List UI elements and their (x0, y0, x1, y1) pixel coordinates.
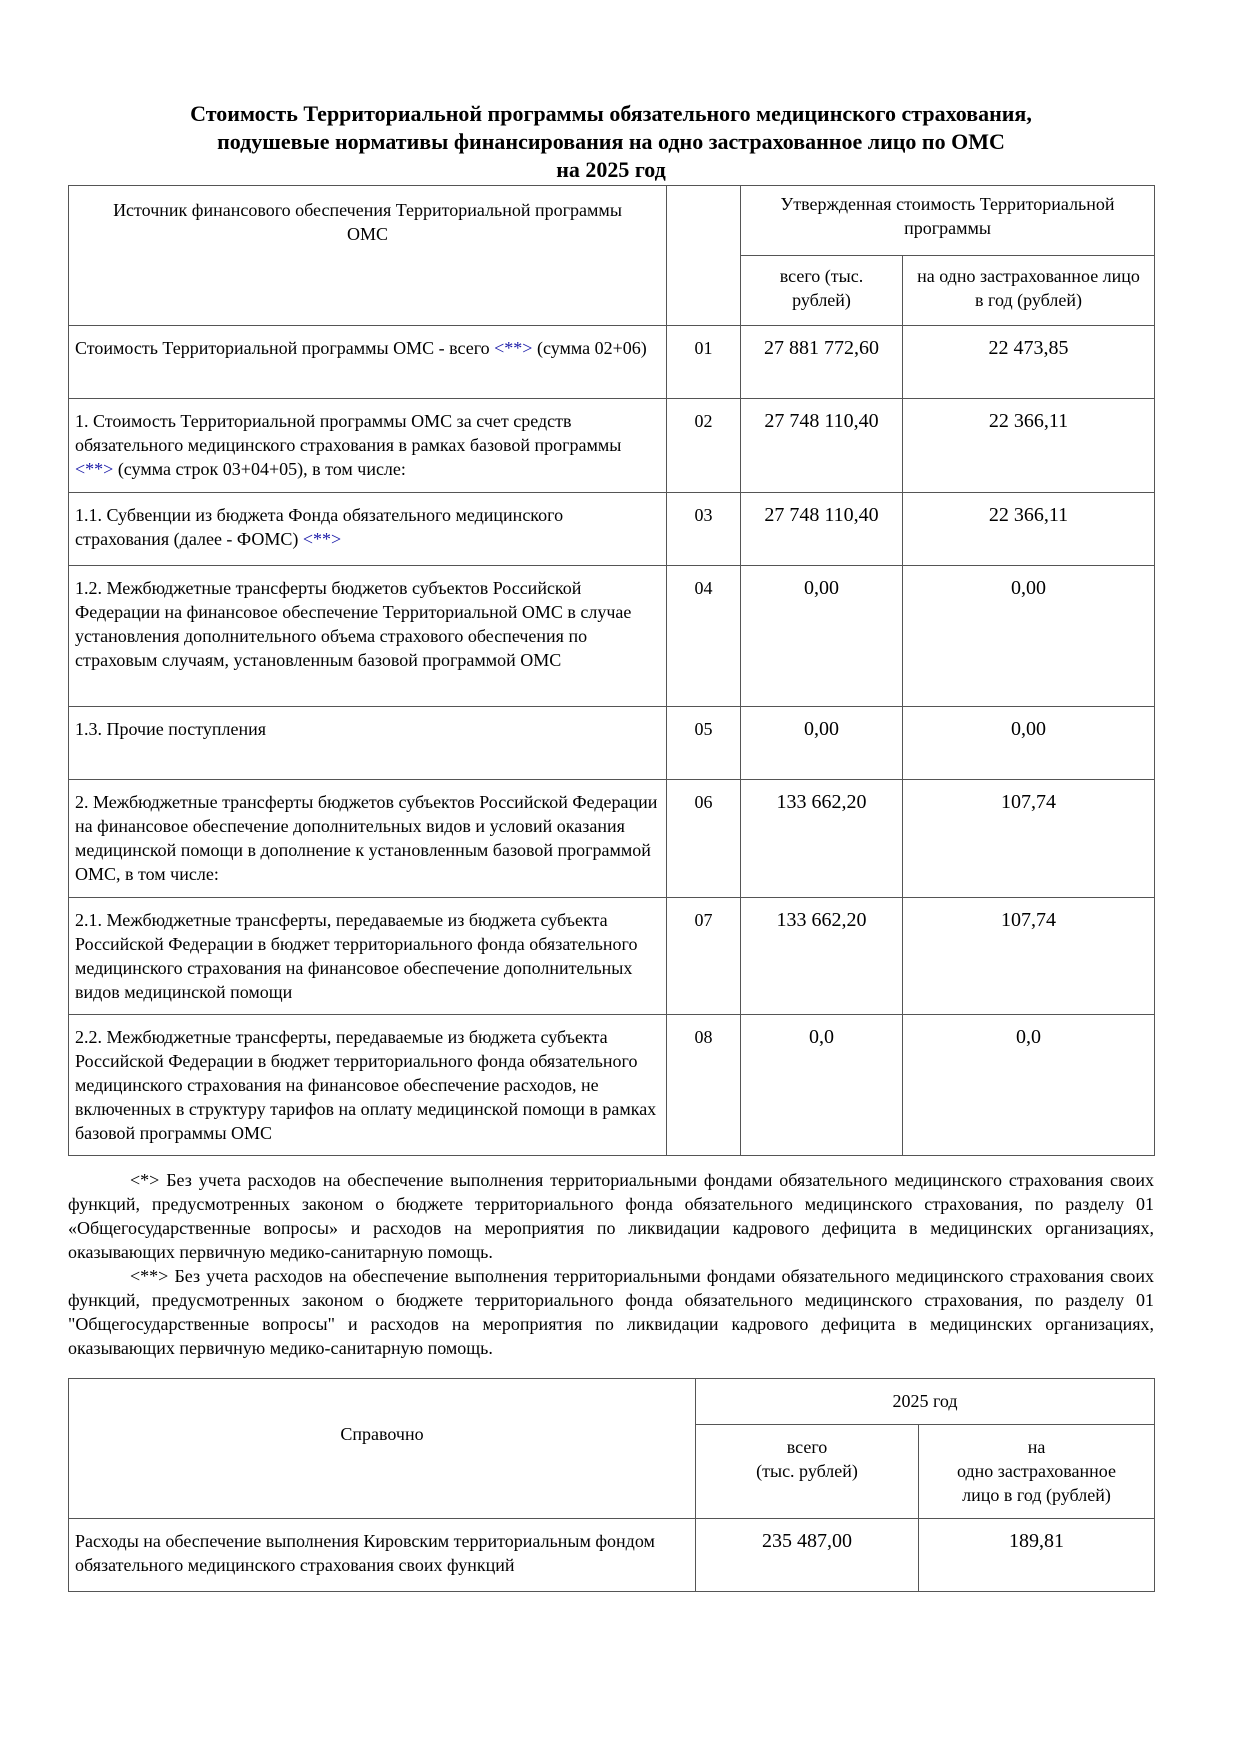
footnote-link[interactable]: <**> (302, 529, 342, 549)
row-code: 04 (667, 566, 741, 707)
row-description: Стоимость Территориальной программы ОМС - всего <**> (сумма 02+06) (69, 326, 667, 399)
table-row (69, 780, 1155, 898)
footnote-double-star: <**> Без учета расходов на обеспечение выполнения территориальными фондами обязательного медицинского страхования своих функций, предусмотренных законом о бюджете территориального фонда обязательного медицинского страхования, по разделу 01 "Общегосударственные вопросы" и расходов на мероприятия по ликвидации кадрового дефицита в медицинских организациях, оказывающих первичную медико-санитарную помощь. (68, 1266, 1154, 1358)
row-description: 2. Межбюджетные трансферты бюджетов субъектов Российской Федерации на финансовое обеспечение дополнительных видов и условий оказания медицинской помощи в дополнение к установленным базовой программой ОМС, в том числе: (69, 780, 667, 898)
row-per-person: 22 366,11 (903, 493, 1155, 566)
header-source: Источник финансового обеспечения Территориальной программы ОМС (69, 186, 667, 326)
reference-row-per-person: 189,81 (919, 1519, 1155, 1592)
row-code: 03 (667, 493, 741, 566)
row-code: 06 (667, 780, 741, 898)
reference-row-total: 235 487,00 (696, 1519, 919, 1592)
row-per-person: 0,0 (903, 1015, 1155, 1156)
header-total: всего (тыс. рублей) (741, 256, 903, 326)
title-line-1: Стоимость Территориальной программы обязательного медицинского страхования, (190, 101, 1032, 126)
reference-label: Справочно (69, 1379, 696, 1519)
document-title (68, 100, 1154, 184)
row-total: 0,0 (741, 1015, 903, 1156)
table-row (69, 399, 1155, 493)
reference-header-total: всего (тыс. рублей) (696, 1425, 919, 1519)
row-code: 05 (667, 707, 741, 780)
footnote-link[interactable]: <**> (75, 459, 114, 479)
row-per-person: 107,74 (903, 898, 1155, 1015)
table-row (69, 1015, 1155, 1156)
row-per-person: 107,74 (903, 780, 1155, 898)
reference-row-description: Расходы на обеспечение выполнения Кировским территориальным фондом обязательного медицинского страхования своих функций (69, 1519, 696, 1592)
footnote-link[interactable]: <**> (494, 338, 533, 358)
program-cost-table (68, 185, 1155, 1156)
row-code: 07 (667, 898, 741, 1015)
table-row (69, 898, 1155, 1015)
table-row (69, 493, 1155, 566)
reference-year: 2025 год (696, 1379, 1155, 1425)
row-per-person: 22 366,11 (903, 399, 1155, 493)
footnote-single-star: <*> Без учета расходов на обеспечение выполнения территориальными фондами обязательного медицинского страхования своих функций, предусмотренных законом о бюджете территориального фонда обязательного медицинского страхования, по разделу 01 «Общегосударственные вопросы» и расходов на мероприятия по ликвидации кадрового дефицита в медицинских организациях, оказывающих первичную медико-санитарную помощь. (68, 1170, 1154, 1262)
header-code (667, 186, 741, 326)
row-description: 1. Стоимость Территориальной программы ОМС за счет средств обязательного медицинского страхования в рамках базовой программы <**> (сумма строк 03+04+05), в том числе: (69, 399, 667, 493)
row-description: 2.1. Межбюджетные трансферты, передаваемые из бюджета субъекта Российской Федерации в бюджет территориального фонда обязательного медицинского страхования на финансовое обеспечение дополнительных видов медицинской помощи (69, 898, 667, 1015)
row-total: 27 748 110,40 (741, 399, 903, 493)
header-per-person: на одно застрахованное лицо в год (рублей) (903, 256, 1155, 326)
row-per-person: 0,00 (903, 707, 1155, 780)
footnotes (68, 1168, 1154, 1360)
table-row (69, 1519, 1155, 1592)
row-total: 0,00 (741, 566, 903, 707)
table-row (69, 707, 1155, 780)
row-total: 133 662,20 (741, 780, 903, 898)
row-description: 1.2. Межбюджетные трансферты бюджетов субъектов Российской Федерации на финансовое обеспечение Территориальной ОМС в случае установления дополнительного объема страхового обеспечения по страховым случаям, установленным базовой программой ОМС (69, 566, 667, 707)
title-line-3: на 2025 год (556, 157, 666, 182)
table-row (69, 566, 1155, 707)
reference-header-per-person: на одно застрахованное лицо в год (рублей) (919, 1425, 1155, 1519)
header-approved-cost: Утвержденная стоимость Территориальной программы (741, 186, 1155, 256)
row-total: 0,00 (741, 707, 903, 780)
row-per-person: 22 473,85 (903, 326, 1155, 399)
row-total: 27 881 772,60 (741, 326, 903, 399)
row-per-person: 0,00 (903, 566, 1155, 707)
row-total: 133 662,20 (741, 898, 903, 1015)
reference-table (68, 1378, 1155, 1592)
row-code: 08 (667, 1015, 741, 1156)
title-line-2: подушевые нормативы финансирования на одно застрахованное лицо по ОМС (217, 129, 1005, 154)
row-code: 02 (667, 399, 741, 493)
row-description: 1.1. Субвенции из бюджета Фонда обязательного медицинского страхования (далее - ФОМС) <**> (69, 493, 667, 566)
row-code: 01 (667, 326, 741, 399)
row-description: 2.2. Межбюджетные трансферты, передаваемые из бюджета субъекта Российской Федерации в бюджет территориального фонда обязательного медицинского страхования на финансовое обеспечение расходов, не включенных в структуру тарифов на оплату медицинской помощи в рамках базовой программы ОМС (69, 1015, 667, 1156)
table-row (69, 326, 1155, 399)
row-total: 27 748 110,40 (741, 493, 903, 566)
row-description: 1.3. Прочие поступления (69, 707, 667, 780)
